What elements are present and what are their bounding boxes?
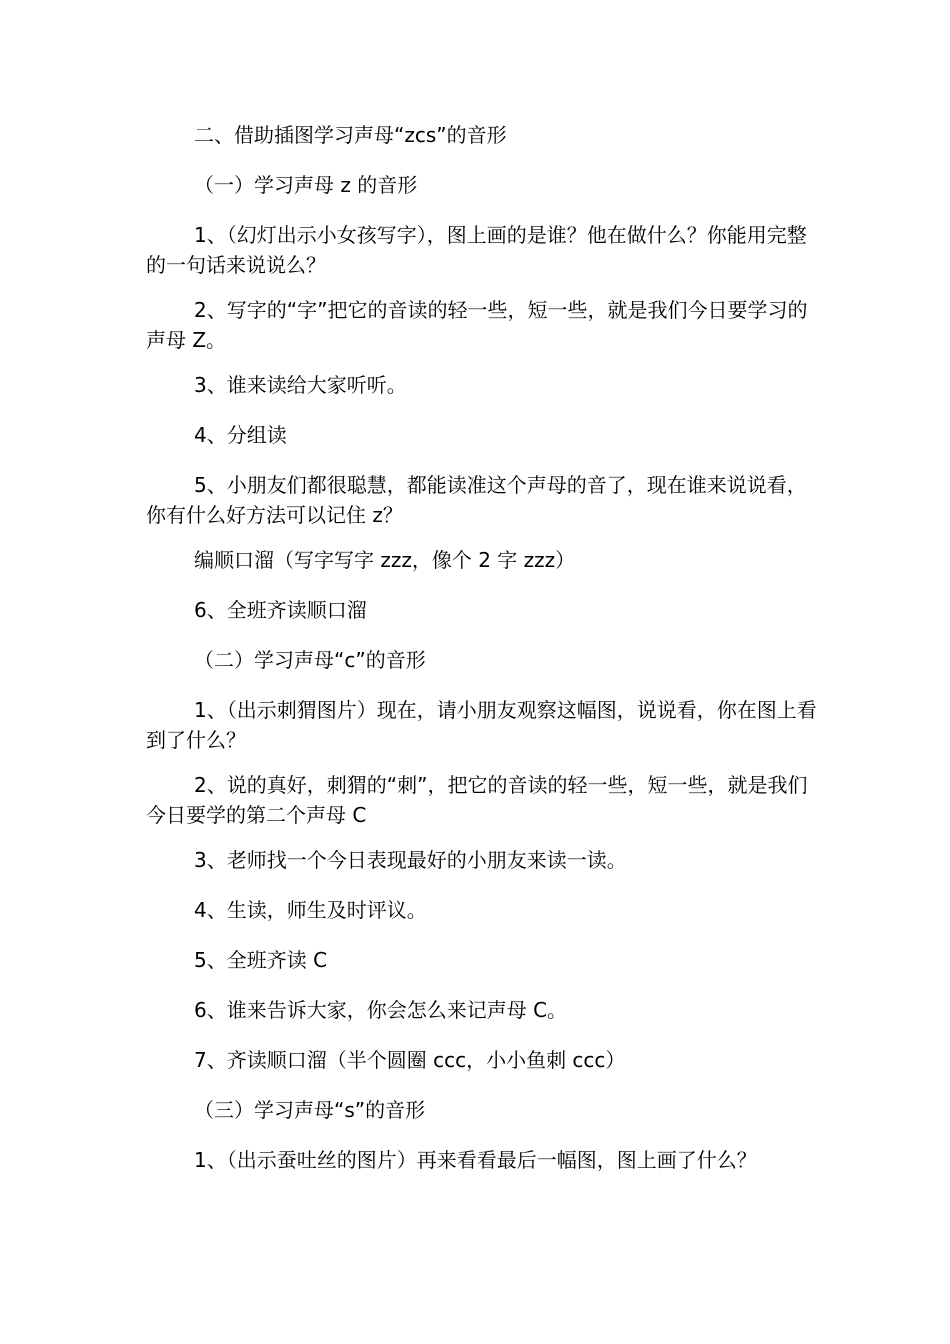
paragraph-c-6: 6、谁来告诉大家，你会怎么来记声母 C。: [194, 998, 568, 1022]
paragraph-c-2: 2、说的真好，刺猬的“刺”，把它的音读的轻一些，短一些，就是我们今日要学的第二个声母 C: [146, 773, 808, 827]
subsection-heading-s: （三）学习声母“s”的音形: [194, 1098, 426, 1122]
subsection-heading-z: （一）学习声母 z 的音形: [194, 173, 418, 197]
paragraph-c-3: 3、老师找一个今日表现最好的小朋友来读一读。: [194, 848, 627, 872]
paragraph-z-3: 3、谁来读给大家听听。: [194, 373, 407, 397]
paragraph-z-6: 6、全班齐读顺口溜: [194, 598, 367, 622]
paragraph-z-2: 2、写字的“字”把它的音读的轻一些，短一些，就是我们今日要学习的声母 Z。: [146, 298, 808, 352]
paragraph-c-4: 4、生读，师生及时评议。: [194, 898, 427, 922]
paragraph-c-1: 1、（出示刺猬图片）现在，请小朋友观察这幅图，说说看，你在图上看到了什么？: [146, 698, 817, 752]
paragraph-z-rhyme: 编顺口溜（写字写字 zzz，像个 2 字 zzz）: [194, 548, 576, 572]
subsection-heading-c: （二）学习声母“c”的音形: [194, 648, 426, 672]
paragraph-z-4: 4、分组读: [194, 423, 287, 447]
paragraph-s-1: 1、（出示蚕吐丝的图片）再来看看最后一幅图，图上画了什么？: [194, 1148, 757, 1172]
paragraph-c-7: 7、齐读顺口溜（半个圆圈 ccc，小小鱼刺 ccc）: [194, 1048, 626, 1072]
paragraph-z-5: 5、小朋友们都很聪慧，都能读准这个声母的音了，现在谁来说说看，你有什么好方法可以记住 z？: [146, 473, 807, 527]
paragraph-c-5: 5、全班齐读 C: [194, 948, 328, 972]
section-heading-zcs: 二、借助插图学习声母“zcs”的音形: [194, 123, 507, 147]
paragraph-z-1: 1、（幻灯出示小女孩写字），图上画的是谁？他在做什么？你能用完整的一句话来说说么？: [146, 223, 807, 277]
